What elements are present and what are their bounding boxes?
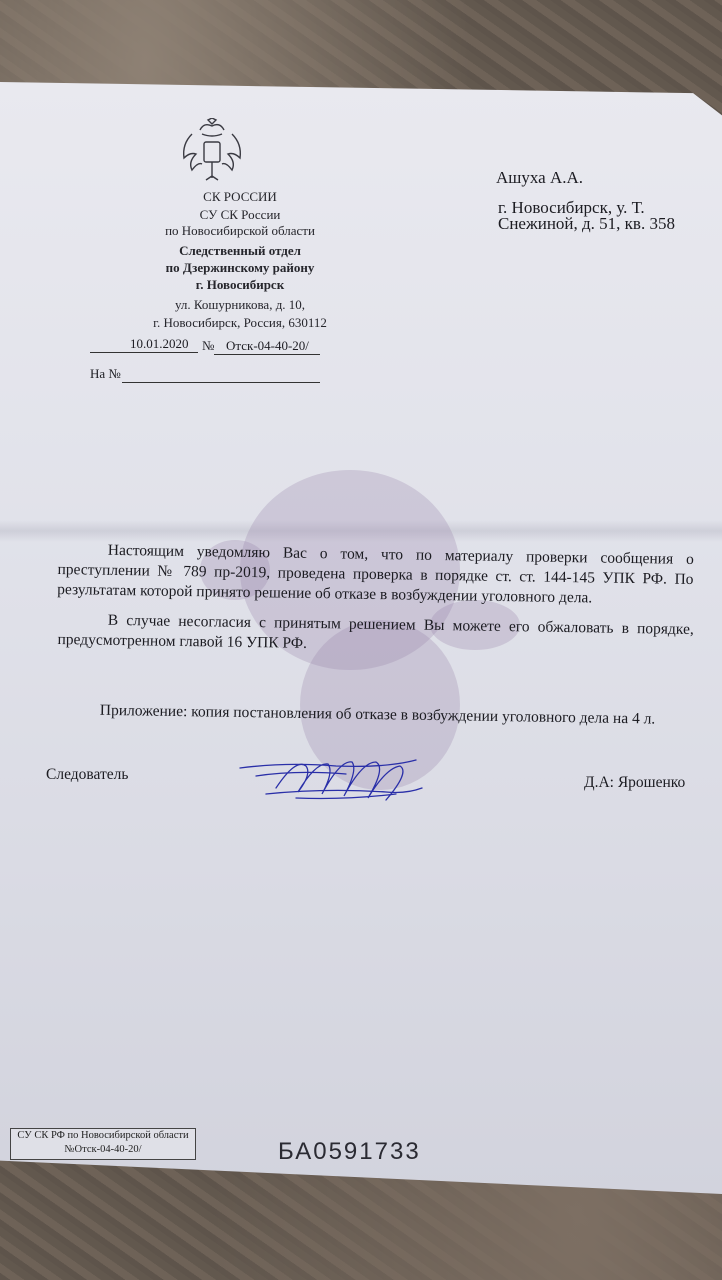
sender-line-su: СУ СК России (199, 207, 281, 222)
date-underline (90, 352, 198, 353)
recipient-address-2: Снежиной, д. 51, кв. 358 (498, 214, 675, 233)
recipient-name: Ашуха А.А. (496, 168, 583, 187)
signer-title: Следователь (46, 766, 129, 783)
sender-city: г. Новосибирск, Россия, 630112 (153, 315, 327, 330)
handwritten-signature (236, 748, 432, 812)
form-serial-number: БА0591733 (278, 1138, 421, 1165)
sender-street: ул. Кошурникова, д. 10, (174, 297, 306, 312)
recipient-address-1: г. Новосибирск, у. Т. (498, 198, 645, 217)
stamp-line-1: СУ СК РФ по Новосибирской области (17, 1130, 189, 1141)
sender-dept-1: Следственный отдел (179, 243, 301, 258)
sender-dept-3: г. Новосибирск (195, 277, 285, 292)
registration-stamp (10, 1128, 196, 1160)
letter-number: Отск-04-40-20/ (226, 338, 309, 353)
attachment-paragraph: Приложение: копия постановления об отказе в возбуждении уголовного дела на 4 л. (99, 701, 656, 728)
sender-dept-2: по Дзержинскому району (165, 260, 315, 275)
sender-line-region: по Новосибирской области (165, 223, 315, 238)
reply-underline (122, 382, 320, 383)
letter-date: 10.01.2020 (130, 336, 189, 351)
sender-line-sk: СК РОССИИ (203, 189, 277, 204)
body-paragraph-1: Настоящим уведомляю Вас о том, что по материалу проверки сообщения о преступлении № 789 пр-2019, проведена проверка в порядке ст. ст. 144-145 УПК РФ. По результатам которой принято решение об отказе в возбуждении уголовного дела. (57, 541, 694, 607)
number-label: № (202, 338, 215, 353)
reply-label: На № (90, 366, 121, 381)
number-underline (214, 354, 320, 355)
body-paragraph-2: В случае несогласия с принятым решением Вы можете его обжаловать в порядке, предусмотренном главой 16 УПК РФ. (57, 611, 694, 652)
signer-name: Д.А: Ярошенко (584, 774, 686, 791)
stamp-line-2: №Отск-04-40-20/ (64, 1144, 142, 1155)
coat-of-arms-emblem (178, 118, 246, 192)
